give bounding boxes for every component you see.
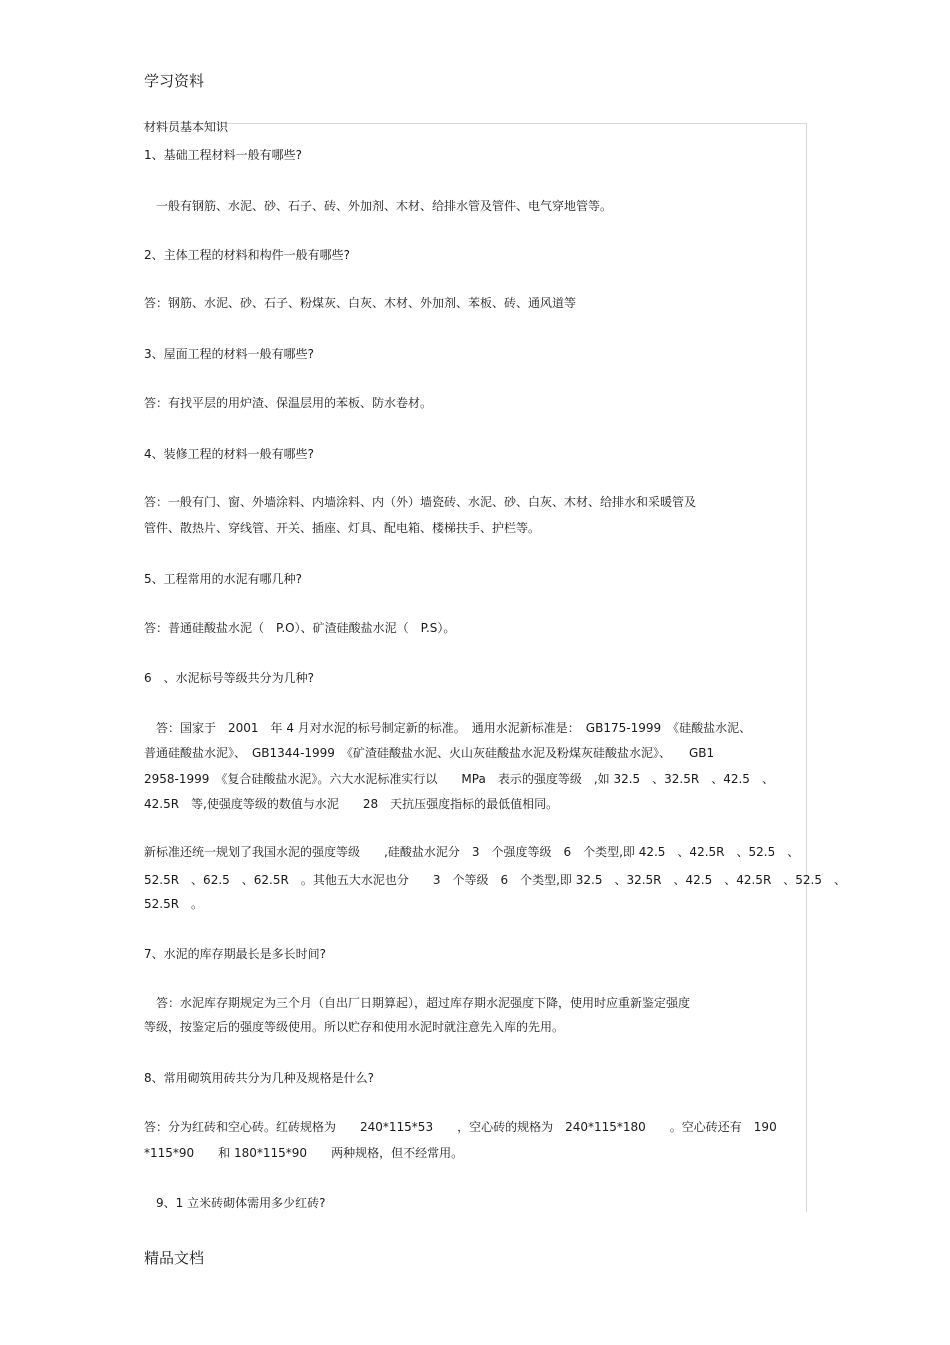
answer-7-line-1: 答：水泥库存期规定为三个月（自出厂日期算起），超过库存期水泥强度下降，使用时应重新鉴定强度 [156, 996, 691, 1010]
question-9: 9、1 立米砖砌体需用多少红砖? [156, 1196, 326, 1210]
answer-8-line-2: *115*90 和 180*115*90 两种规格，但不经常用。 [144, 1146, 464, 1160]
question-4: 4、装修工程的材料一般有哪些? [144, 447, 315, 461]
question-2: 2、主体工程的材料和构件一般有哪些? [144, 248, 351, 262]
question-1: 1、基础工程材料一般有哪些? [144, 148, 303, 162]
question-3: 3、屋面工程的材料一般有哪些? [144, 347, 315, 361]
answer-6-line-4: 42.5R 等,使强度等级的数值与水泥 28 天抗压强度指标的最低值相同。 [144, 797, 559, 811]
answer-8-line-1: 答：分为红砖和空心砖。红砖规格为 240*115*53 ，空心砖的规格为 240*115*180 。空心砖还有 190 [144, 1120, 777, 1134]
question-6: 6 、水泥标号等级共分为几种? [144, 671, 315, 685]
answer-6-line-5: 新标准还统一规划了我国水泥的强度等级 ,硅酸盐水泥分 3 个强度等级 6 个类型,即 42.5 、42.5R 、52.5 、 [144, 845, 800, 859]
answer-6-line-2: 普通硅酸盐水泥》、 GB1344-1999 《矿渣硅酸盐水泥、火山灰硅酸盐水泥及粉煤灰硅酸盐水泥》、 GB1 [144, 746, 715, 760]
answer-6-line-6: 52.5R 、62.5 、62.5R 。其他五大水泥也分 3 个等级 6 个类型,即 32.5 、32.5R 、42.5 、42.5R 、52.5 、 [144, 873, 847, 887]
answer-6-line-1: 答：国家于 2001 年 4 月对水泥的标号制定新的标准。 通用水泥新标准是： GB175-1999 《硅酸盐水泥、 [156, 721, 752, 735]
question-8: 8、常用砌筑用砖共分为几种及规格是什么? [144, 1071, 375, 1085]
answer-4-line-1: 答：一般有门、窗、外墙涂料、内墙涂料、内（外）墙瓷砖、水泥、砂、白灰、木材、给排水和采暖管及 [144, 495, 697, 509]
answer-5: 答：普通硅酸盐水泥（ P.O）、矿渣硅酸盐水泥（ P.S）。 [144, 621, 456, 635]
content-frame [143, 123, 807, 1212]
question-7: 7、水泥的库存期最长是多长时间? [144, 947, 327, 961]
question-5: 5、工程常用的水泥有哪几种? [144, 572, 303, 586]
answer-1: 一般有钢筋、水泥、砂、石子、砖、外加剂、木材、给排水管及管件、电气穿地管等。 [156, 199, 613, 213]
answer-4-line-2: 管件、散热片、穿线管、开关、插座、灯具、配电箱、楼梯扶手、护栏等。 [144, 521, 541, 535]
page-footer-label: 精品文档 [144, 1249, 205, 1267]
answer-7-line-2: 等级，按鉴定后的强度等级使用。所以贮存和使用水泥时就注意先入库的先用。 [144, 1020, 565, 1034]
document-title: 材料员基本知识 [144, 120, 229, 134]
answer-6-line-3: 2958-1999 《复合硅酸盐水泥》。六大水泥标准实行以 MPa 表示的强度等级 ,如 32.5 、32.5R 、42.5 、 [144, 772, 774, 786]
answer-2: 答：钢筋、水泥、砂、石子、粉煤灰、白灰、木材、外加剂、苯板、砖、通风道等 [144, 296, 577, 310]
page-header-label: 学习资料 [144, 72, 205, 90]
answer-6-line-7: 52.5R 。 [144, 897, 204, 911]
answer-3: 答：有找平层的用炉渣、保温层用的苯板、防水卷材。 [144, 396, 433, 410]
